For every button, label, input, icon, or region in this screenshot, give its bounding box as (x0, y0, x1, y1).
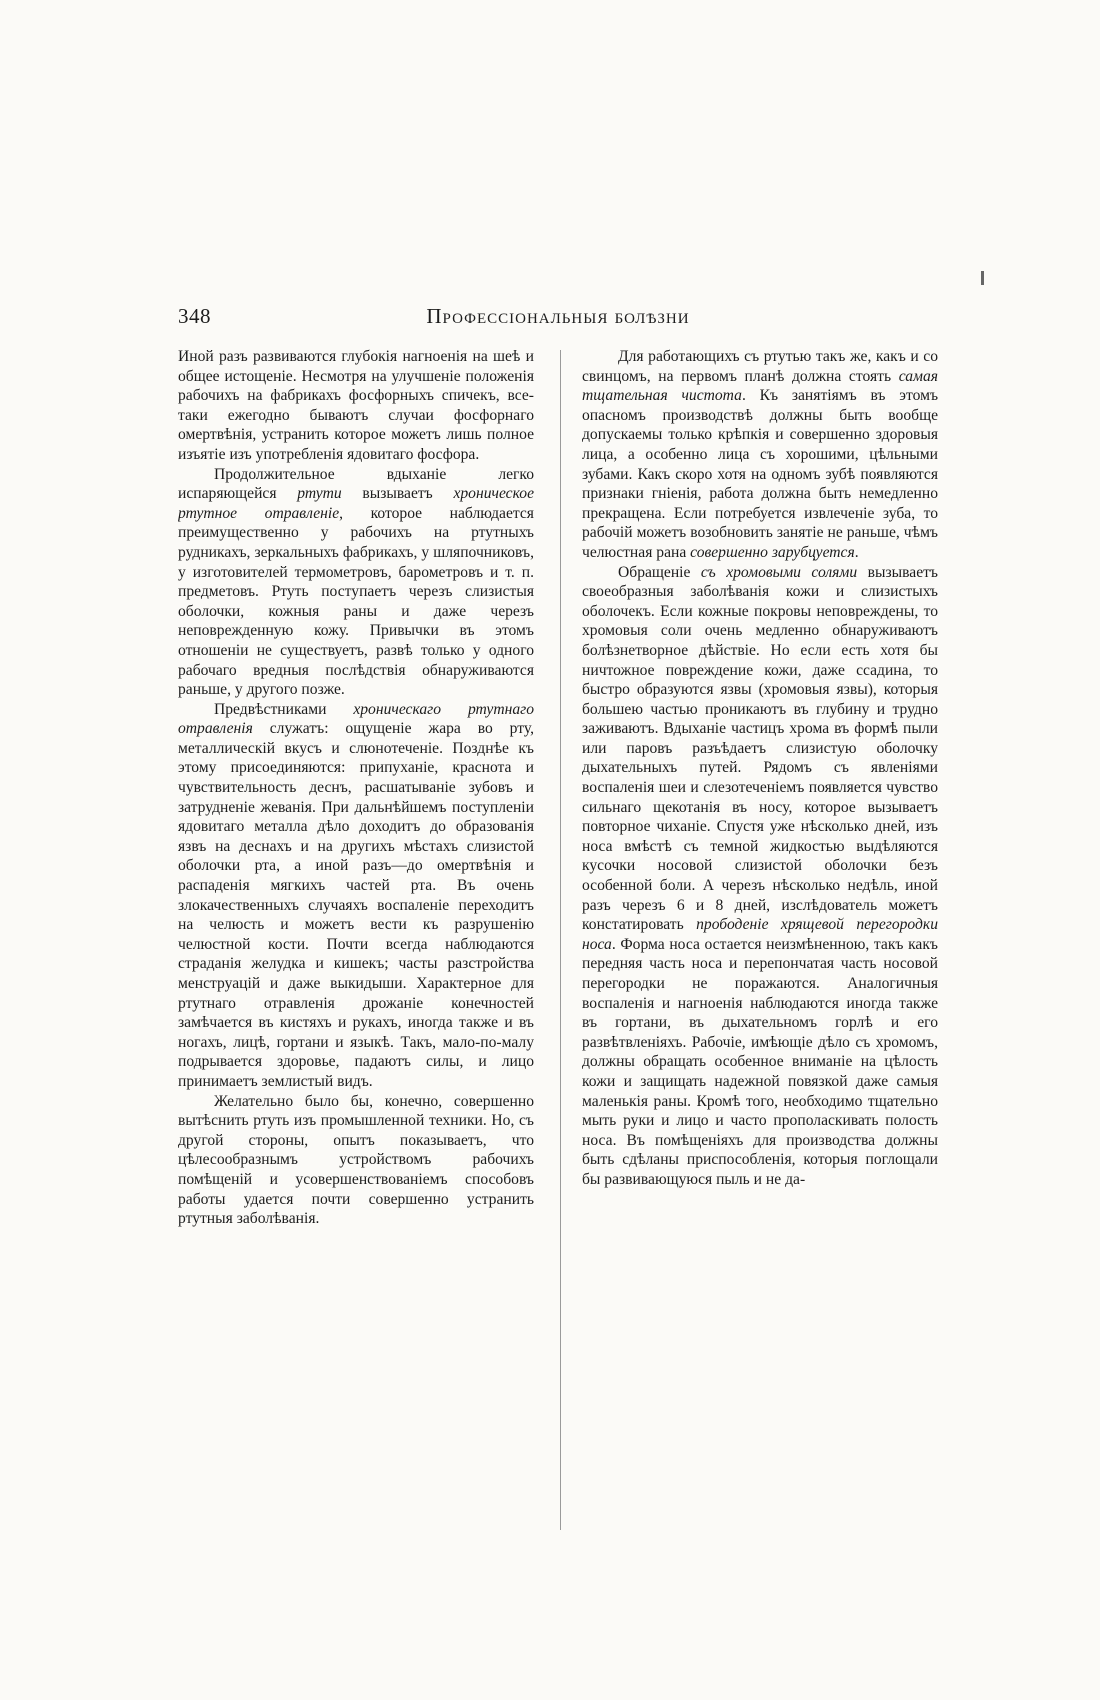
text-run: Предвѣстниками (214, 700, 354, 718)
paragraph (178, 700, 534, 1092)
emphasized-text: совершенно зарубцуется (690, 543, 855, 561)
emphasized-text: самая тщательная чистота (582, 367, 938, 405)
text-run: Иной разъ развиваются глубокія нагноенія на шеѣ и общее истощеніе. Несмотря на улучшеніе положенія рабочихъ на фабрикахъ фосфорныхъ спичекъ, все-таки ежегодно бываютъ случаи фосфорнаго омертвѣнія, устранить которое можетъ лишь полное изъятіе изъ употребленія ядовитаго фосфора. (178, 348, 534, 463)
right-column (582, 347, 938, 1507)
text-run: служатъ: ощущеніе жара во рту, металлическій вкусъ и слюнотеченіе. Позднѣе къ этому присоединяются: припуханіе, краснота и чувствительность деснъ, расшатываніе зубовъ и затрудненіе жеванія. При дальнѣйшемъ поступленіи ядовитаго металла дѣло доходитъ до образованія язвъ на деснахъ и на другихъ мѣстахъ слизистой оболочки рта, а иной разъ—до омертвѣнія и распаденія мягкихъ частей рта. Въ очень злокачественныхъ случаяхъ воспаленіе переходитъ на челюсть и можетъ вести къ разрушенію челюстной кости. Почти всегда наблюдаются страданія желудка и кишекъ; часты разстройства менструацій и даже выкидыши. Характерное для ртутнаго отравленія дрожаніе конечностей замѣчается въ кистяхъ и рукахъ, иногда также и въ ногахъ, лицѣ, гортани и языкѣ. Такъ, мало-по-малу подрывается здоровье, падаютъ силы, и лицо принимаетъ землистый видъ. (178, 720, 534, 1090)
page-number: 348 (178, 304, 211, 328)
text-run: , которое наблюдается преимущественно у рабочихъ на ртутныхъ рудникахъ, зеркальныхъ фабрикахъ, у шляпочниковъ, у изготовителей термометровъ, барометровъ и т. п. предметовъ. Ртуть поступаетъ черезъ слизистыя оболочки, кожныя раны и даже черезъ неповрежденную кожу. Привычки въ этомъ отношеніи не существуетъ, развѣ только у одного рабочаго вредныя послѣдствія обнаруживаются раньше, у другого позже. (178, 504, 534, 699)
text-run: вызываетъ своеобразныя заболѣванія кожи и слизистыхъ оболочекъ. Если кожные покровы неповреждены, то хромовыя соли очень медленно обнаруживаютъ болѣзнетворное дѣйствіе. Но если есть хотя бы ничтожное повреждение кожи, даже ссадина, то быстро образуются язвы (хромовыя язвы), которыя большею частью проникаютъ въ глубину и трудно заживаютъ. Вдыханіе частицъ хрома въ формѣ пыли или паровъ разъѣдаетъ слизистую оболочку дыхательныхъ путей. Рядомъ съ явленіями воспаленія шеи и слезотеченіемъ появляется чувство сильнаго щекотанія въ носу, которое вызываетъ повторное чиханіе. Спустя уже нѣсколько дней, изъ носа вмѣстѣ съ темной жидкостью выдѣляются кусочки носовой слизистой оболочки безъ особенной боли. А черезъ нѣсколько недѣль, иной разъ черезъ 6 и 8 дней, изслѣдователь можетъ констатировать (582, 563, 938, 934)
text-run: Обращеніе (618, 563, 701, 581)
page-header (178, 304, 938, 332)
text-run: . Къ занятіямъ въ этомъ опасномъ производствѣ должны быть вообще допускаемы только крѣпкія и совершенно здоровыя лица, а особенно лица съ хорошими, цѣльными зубами. Какъ скоро хотя на одномъ зубѣ появляются признаки гніенія, работа должна быть немедленно прекращена. Если потребуется извлеченіе зуба, то рабочій можетъ возобновить занятіе не раньше, чѣмъ челюстная рана (582, 387, 938, 561)
emphasized-text: хроническаго ртутнаго отравленія (178, 700, 534, 738)
emphasized-text: ртути (297, 485, 342, 503)
paragraph (178, 465, 534, 700)
emphasized-text: хроническое ртутное отравленіе (178, 485, 534, 522)
text-run: . (854, 543, 859, 561)
column-divider (560, 350, 561, 1530)
paragraph (582, 347, 938, 563)
paragraph (582, 563, 938, 1190)
emphasized-text: прободеніе хрящевой перегородки носа (582, 916, 938, 953)
running-title: Профессіональныя болѣзни (426, 304, 690, 328)
emphasized-text: съ хромовыми солями (700, 563, 858, 581)
text-run: Продолжительное вдыханіе легко испаряющейся (178, 465, 534, 503)
paragraph (178, 1092, 534, 1229)
left-column (178, 347, 534, 1507)
text-run: . Форма носа остается неизмѣненною, такъ какъ передняя часть носа и перепончатая часть носовой перегородки не поражаются. Аналогичныя воспаленія и нагноенія наблюдаются иногда также въ гортани, въ дыхательномъ горлѣ и его развѣтвленіяхъ. Рабочіе, имѣющіе дѣло съ хромомъ, должны обращать особенное вниманіе на цѣлость кожи и защищать надежной повязкой даже самыя маленькія раны. Кромѣ того, необходимо тщательно мыть руки и лицо и часто прополаскивать полость носа. Въ помѣщеніяхъ для производства должны быть сдѣланы приспособленія, которыя поглощали бы развивающуюся пыль и не да- (582, 935, 938, 1188)
text-run: Для работающихъ съ ртутью такъ же, какъ и со свинцомъ, на первомъ планѣ должна стоять (582, 348, 938, 385)
text-run: Желательно было бы, конечно, совершенно вытѣснить ртуть изъ промышленной техники. Но, съ другой стороны, опытъ показываетъ, что цѣлесообразнымъ устройствомъ рабочихъ помѣщеній и усовершенствованіемъ способовъ работы удается почти совершенно устранить ртутныя заболѣванія. (178, 1092, 534, 1228)
margin-mark (981, 271, 984, 285)
text-run: вызываетъ (341, 485, 454, 503)
paragraph (178, 347, 534, 465)
